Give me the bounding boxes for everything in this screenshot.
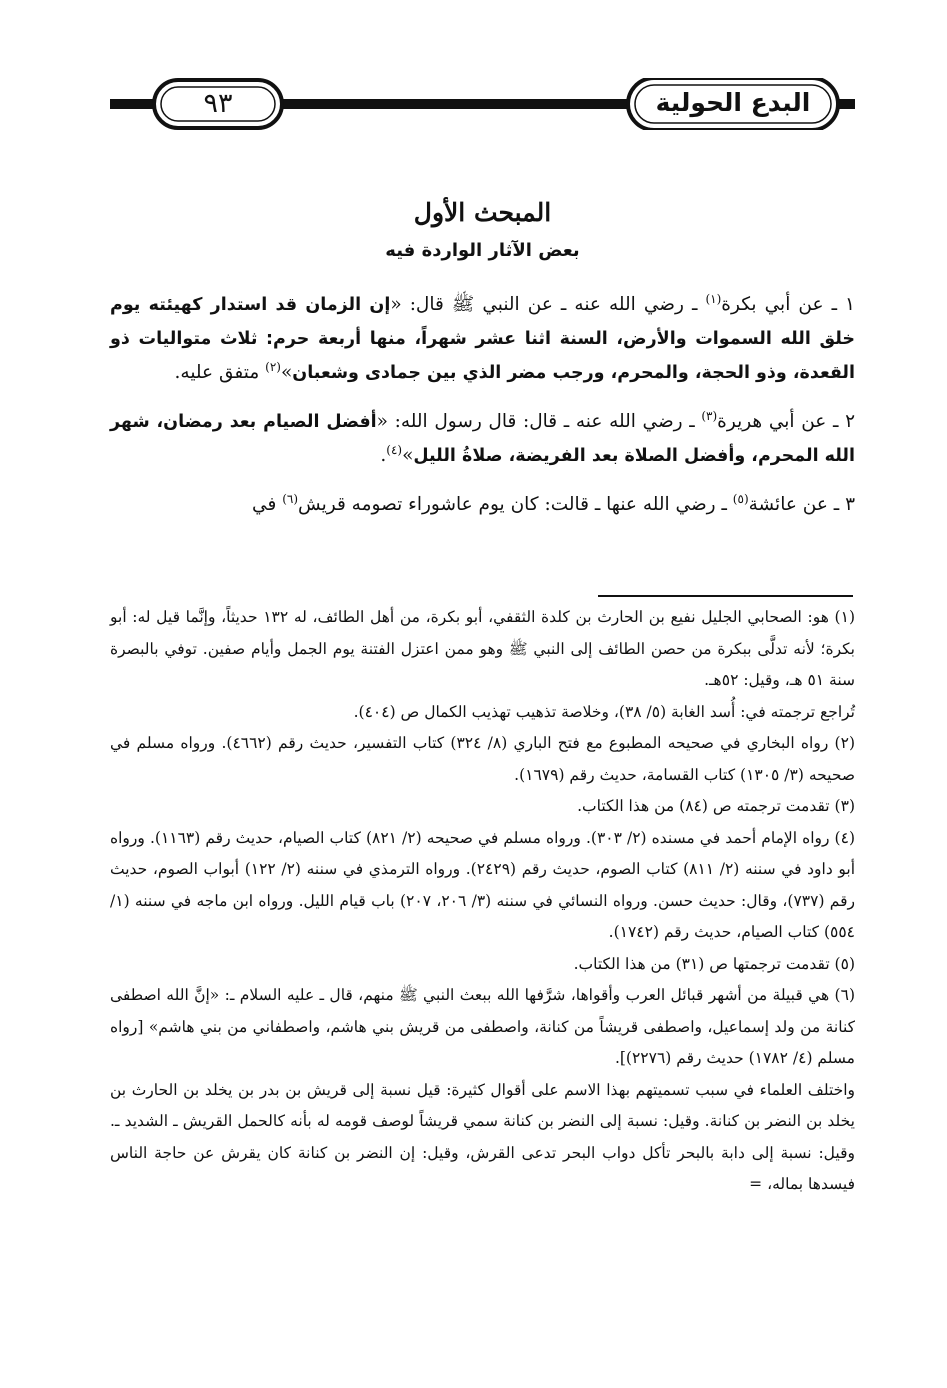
hadith-1-quote: إن الزمان قد استدار كهيئته يوم خلق الله السموات والأرض، السنة اثنا عشر شهراً، منها أربعة حرم: ثلاث متواليات ذو القعدة، وذو الحجة، والمحرم، ورجب مضر الذي بين جمادى وشعبان [110, 295, 855, 383]
page-header [110, 78, 855, 130]
footnote-ref-3: (٣) [701, 408, 718, 423]
page-number: ٩٣ [203, 88, 233, 119]
section-title: المبحث الأول [413, 198, 552, 227]
hadith-2-post: . [380, 445, 387, 466]
hadith-1-mid: ـ رضي الله عنه ـ عن النبي ﷺ قال: « [390, 294, 706, 315]
footnote-1: (١) هو: الصحابي الجليل نفيع بن الحارث بن كلدة الثقفي، أبو بكرة، من أهل الطائف، له ١٣٢ حديثاً، وإنَّما قيل له: أبو بكرة؛ لأنه تدلَّى ببكرة من حصن الطائف إلى النبي ﷺ وهو ممن اعتزل الفتنة يوم الجمل وأيام صفين. توفي بالبصرة سنة ٥١ هـ، وقيل: ٥٢هـ. [110, 608, 855, 689]
footnotes [110, 602, 855, 1201]
footnote-separator [598, 595, 853, 597]
hadith-2 [110, 405, 855, 473]
hadith-3-post: في [252, 494, 283, 515]
main-text [110, 190, 855, 536]
footnote-ref-2: (٢) [265, 359, 281, 374]
footnote-5: (٥) تقدمت ترجمتها ص (٣١) من هذا الكتاب. [573, 954, 855, 973]
running-title: البدع الحولية [655, 88, 811, 117]
hadith-1 [110, 288, 855, 390]
footnote-2: (٢) رواه البخاري في صحيحه المطبوع مع فتح الباري (٨/ ٣٢٤) كتاب التفسير، حديث رقم (٤٦٦٢). ورواه مسلم في صحيحه (٣/ ١٣٠٥) كتاب القسامة، حديث رقم (١٦٧٩). [110, 734, 855, 784]
footnote-ref-6: (٦) [282, 491, 299, 506]
hadith-2-close: » [402, 445, 414, 466]
hadith-2-quote: أفضل الصيام بعد رمضان، شهر الله المحرم، وأفضل الصلاة بعد الفريضة، صلاةُ الليل [110, 412, 855, 466]
hadith-1-pre: ١ ـ عن أبي بكرة [721, 294, 855, 315]
hadith-1-post: متفق عليه. [174, 362, 266, 383]
footnote-ref-1: (١) [705, 291, 722, 306]
footnote-6: (٦) هي قبيلة من أشهر قبائل العرب وأقواها، شرَّفها الله ببعث النبي ﷺ منهم، قال ـ عليه السلام ـ: «إنَّ الله اصطفى كنانة من ولد إسماعيل، واصطفى قريشاً من كنانة، واصطفى من قريش بني هاشم، واصطفاني من بني هاشم» [رواه مسلم (٤/ ١٧٨٢) حديث رقم (٢٢٧٦)]. [110, 986, 855, 1067]
footnote-3: (٣) تقدمت ترجمته ص (٨٤) من هذا الكتاب. [577, 797, 855, 815]
hadith-3-pre: ٣ ـ عن عائشة [748, 494, 855, 515]
hadith-3-mid: ـ رضي الله عنها ـ قالت: كان يوم عاشوراء تصومه قريش [298, 494, 733, 515]
hadith-1-close: » [280, 362, 293, 383]
hadith-2-mid: ـ رضي الله عنه ـ قال: قال رسول الله: « [376, 411, 702, 432]
footnote-ref-5: (٥) [732, 491, 749, 506]
footnote-4: (٤) رواه الإمام أحمد في مسنده (٢/ ٣٠٣). ورواه مسلم في صحيحه (٢/ ٨٢١) كتاب الصيام، حديث رقم (١١٦٣). ورواه أبو داود في سننه (٢/ ٨١١) كتاب الصوم، حديث رقم (٢٤٢٩). ورواه الترمذي في سننه (٢/ ١٢٢) أبواب الصوم، حديث رقم (٧٣٧)، وقال: حديث حسن. ورواه النسائي في سننه (٣/ ٢٠٦، ٢٠٧) باب قيام الليل. ورواه ابن ماجه في سننه (١/ ٥٥٤) كتاب الصيام، حديث رقم (١٧٤٢). [110, 828, 855, 941]
footnote-ref-4: (٤) [386, 442, 403, 457]
hadith-3 [110, 488, 855, 521]
hadith-2-pre: ٢ ـ عن أبي هريرة [717, 411, 855, 432]
footnote-6-continuation: واختلف العلماء في سبب تسميتهم بهذا الاسم على أقوال كثيرة: قيل نسبة إلى قريش بن بدر بن يخلد بن الحارث بن يخلد بن النضر بن كنانة. وقيل: نسبة إلى النضر بن كنانة سمي قريشاً لوصف قومه له بأنه كالحمل القريش ـ الشديد ـ. وقيل: نسبة إلى دابة بالبحر تأكل دواب البحر تدعى القرش، وقيل: إن النضر بن كنانة كان يقرش عن حاجة الناس فيسدها بماله، = [110, 1080, 855, 1193]
section-subtitle: بعض الآثار الواردة فيه [385, 240, 580, 261]
footnote-1-continuation: تُراجع ترجمته في: أُسد الغابة (٥/ ٣٨)، وخلاصة تذهيب تهذيب الكمال ص (٤٠٤). [353, 702, 855, 721]
